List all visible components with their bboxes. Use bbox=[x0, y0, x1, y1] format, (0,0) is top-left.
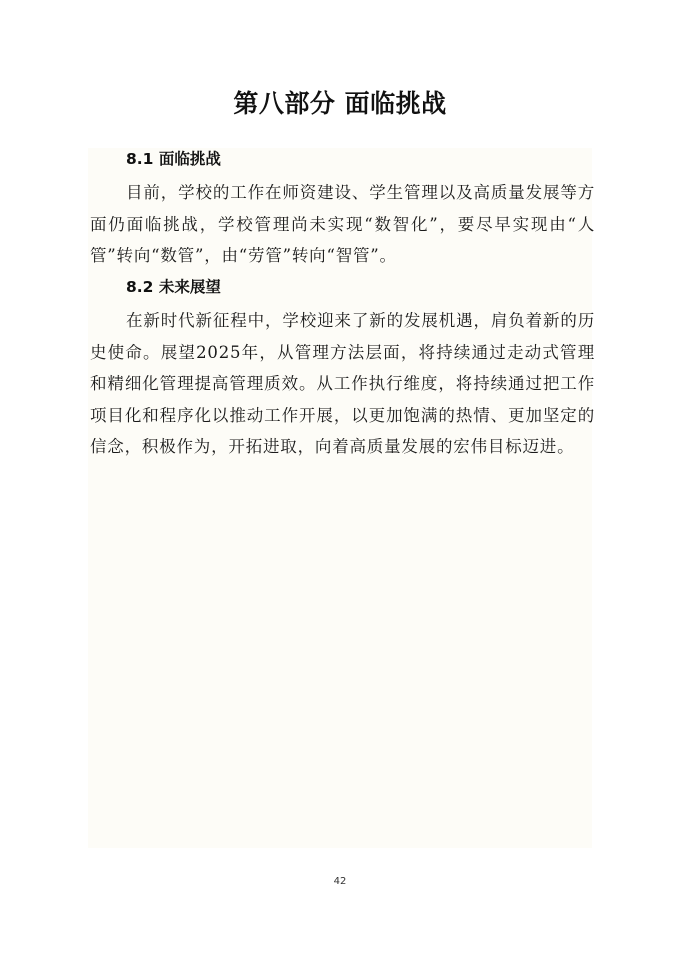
section-challenges bbox=[90, 146, 595, 272]
paragraph-outlook: 在新时代新征程中，学校迎来了新的发展机遇，肩负着新的历史使命。展望2025年，从管理方法层面，将持续通过走动式管理和精细化管理提高管理质效。从工作执行维度，将持续通过把工作项目化和程序化以推动工作开展，以更加饱满的热情、更加坚定的信念，积极作为，开拓进取，向着高质量发展的宏伟目标迈进。 bbox=[90, 311, 595, 456]
section-outlook bbox=[90, 274, 595, 463]
page-title: 第八部分 面临挑战 bbox=[233, 89, 447, 118]
page-number: 42 bbox=[333, 876, 347, 887]
paragraph-challenges: 目前，学校的工作在师资建设、学生管理以及高质量发展等方面仍面临挑战，学校管理尚未实现“数智化”，要尽早实现由“人管”转向“数管”，由“劳管”转向“智管”。 bbox=[90, 183, 595, 265]
section-heading-outlook: 8.2 未来展望 bbox=[126, 278, 221, 296]
section-heading-challenges: 8.1 面临挑战 bbox=[126, 150, 221, 168]
